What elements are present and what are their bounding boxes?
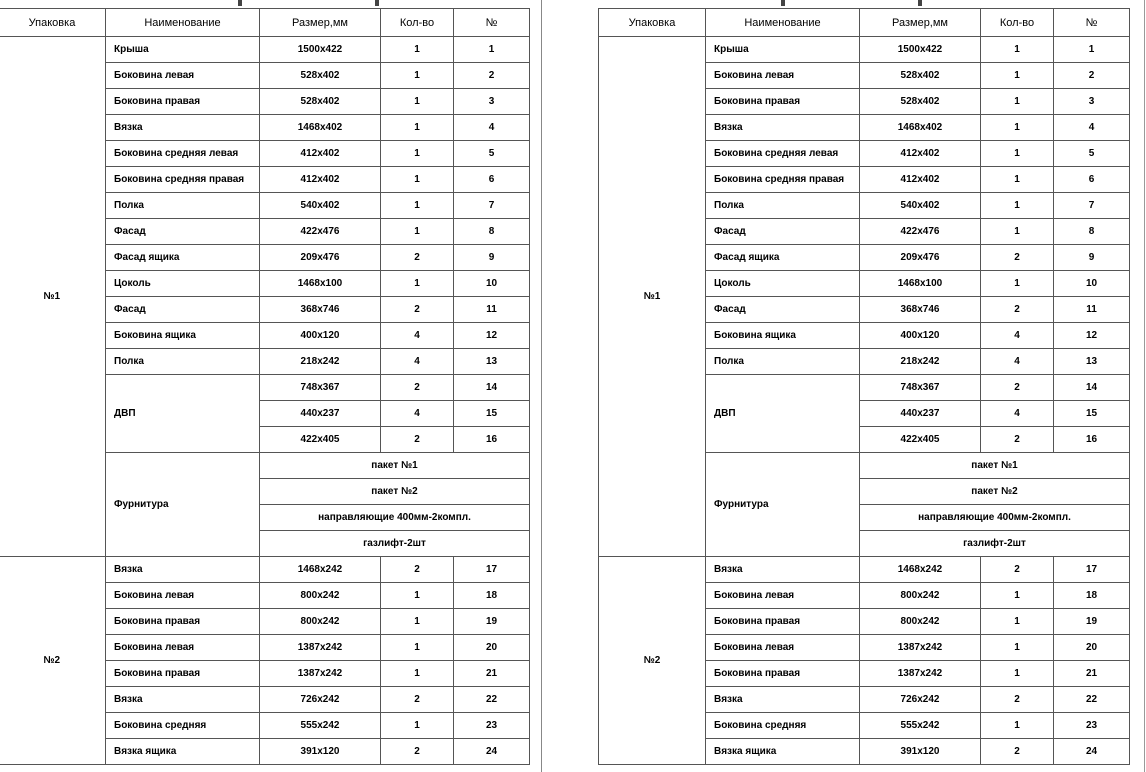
item-qty: 1 <box>381 141 454 167</box>
item-name: Фасад <box>106 219 260 245</box>
item-qty: 2 <box>981 687 1054 713</box>
item-num: 4 <box>454 115 530 141</box>
item-name: Фасад <box>706 297 860 323</box>
item-num: 21 <box>1054 661 1130 687</box>
item-qty: 2 <box>981 427 1054 453</box>
document-page-right <box>543 0 1146 772</box>
item-qty: 1 <box>981 635 1054 661</box>
item-size: 1468х100 <box>860 271 981 297</box>
item-name: Боковина средняя правая <box>706 167 860 193</box>
item-qty: 1 <box>981 661 1054 687</box>
item-name: Фасад ящика <box>106 245 260 271</box>
item-num: 8 <box>454 219 530 245</box>
item-qty: 1 <box>381 661 454 687</box>
page-divider <box>541 0 542 772</box>
item-name: Боковина левая <box>106 63 260 89</box>
item-num: 18 <box>454 583 530 609</box>
item-num: 2 <box>1054 63 1130 89</box>
item-name: Фасад <box>106 297 260 323</box>
item-num: 10 <box>454 271 530 297</box>
item-num: 12 <box>1054 323 1130 349</box>
item-name: Боковина правая <box>706 609 860 635</box>
page-edge <box>1144 0 1145 772</box>
header-size: Размер,мм <box>260 9 381 37</box>
item-size: 422х405 <box>860 427 981 453</box>
hardware-item: направляющие 400мм-2компл. <box>860 505 1130 531</box>
item-num: 15 <box>1054 401 1130 427</box>
item-qty: 1 <box>381 271 454 297</box>
item-name: Боковина правая <box>106 89 260 115</box>
header-size: Размер,мм <box>860 9 981 37</box>
item-num: 13 <box>454 349 530 375</box>
item-name: ДВП <box>706 375 860 453</box>
item-size: 528х402 <box>260 89 381 115</box>
item-num: 11 <box>454 297 530 323</box>
hardware-item: газлифт-2шт <box>260 531 530 557</box>
header-num: № <box>454 9 530 37</box>
item-num: 24 <box>1054 739 1130 765</box>
item-num: 6 <box>1054 167 1130 193</box>
item-name: ДВП <box>106 375 260 453</box>
item-qty: 1 <box>381 609 454 635</box>
hardware-item: пакет №2 <box>860 479 1130 505</box>
item-qty: 1 <box>981 193 1054 219</box>
item-num: 24 <box>454 739 530 765</box>
item-num: 23 <box>1054 713 1130 739</box>
item-num: 7 <box>454 193 530 219</box>
item-num: 14 <box>1054 375 1130 401</box>
item-size: 412х402 <box>260 167 381 193</box>
item-size: 1387х242 <box>260 635 381 661</box>
item-qty: 4 <box>981 323 1054 349</box>
packing-table <box>598 8 1130 765</box>
item-num: 22 <box>454 687 530 713</box>
item-qty: 1 <box>381 37 454 63</box>
cut-off-heading-mark <box>781 0 785 6</box>
item-name: Боковина левая <box>106 583 260 609</box>
item-size: 800х242 <box>860 609 981 635</box>
item-num: 21 <box>454 661 530 687</box>
item-name: Вязка <box>706 687 860 713</box>
table-body <box>599 37 1130 765</box>
item-qty: 2 <box>981 557 1054 583</box>
item-num: 7 <box>1054 193 1130 219</box>
item-num: 12 <box>454 323 530 349</box>
header-qty: Кол-во <box>981 9 1054 37</box>
item-num: 22 <box>1054 687 1130 713</box>
item-size: 391х120 <box>860 739 981 765</box>
item-num: 14 <box>454 375 530 401</box>
table-row <box>599 37 1130 63</box>
item-qty: 4 <box>381 401 454 427</box>
item-qty: 2 <box>381 557 454 583</box>
item-num: 2 <box>454 63 530 89</box>
item-name: Фасад <box>706 219 860 245</box>
item-num: 3 <box>454 89 530 115</box>
item-num: 4 <box>1054 115 1130 141</box>
header-row <box>0 9 530 37</box>
item-qty: 2 <box>981 245 1054 271</box>
item-size: 1387х242 <box>260 661 381 687</box>
item-size: 1387х242 <box>860 661 981 687</box>
item-name: Боковина ящика <box>706 323 860 349</box>
item-name: Боковина ящика <box>106 323 260 349</box>
cut-off-heading-mark <box>238 0 242 6</box>
item-num: 1 <box>454 37 530 63</box>
item-name: Вязка <box>706 557 860 583</box>
item-size: 528х402 <box>860 63 981 89</box>
item-num: 20 <box>454 635 530 661</box>
header-row <box>599 9 1130 37</box>
packing-table <box>0 8 530 765</box>
item-size: 218х242 <box>860 349 981 375</box>
package-label: №1 <box>599 37 706 557</box>
item-name: Полка <box>106 193 260 219</box>
header-pack: Упаковка <box>599 9 706 37</box>
item-qty: 1 <box>381 89 454 115</box>
item-size: 726х242 <box>260 687 381 713</box>
item-qty: 1 <box>981 37 1054 63</box>
item-name: Боковина средняя левая <box>106 141 260 167</box>
hardware-item: пакет №1 <box>860 453 1130 479</box>
item-qty: 1 <box>381 193 454 219</box>
item-qty: 1 <box>381 167 454 193</box>
item-num: 18 <box>1054 583 1130 609</box>
item-qty: 4 <box>381 349 454 375</box>
item-num: 19 <box>1054 609 1130 635</box>
item-qty: 1 <box>981 141 1054 167</box>
item-num: 20 <box>1054 635 1130 661</box>
item-size: 1500х422 <box>260 37 381 63</box>
item-qty: 2 <box>381 245 454 271</box>
item-size: 400х120 <box>860 323 981 349</box>
item-size: 412х402 <box>860 141 981 167</box>
item-num: 3 <box>1054 89 1130 115</box>
item-num: 9 <box>1054 245 1130 271</box>
item-size: 368х746 <box>860 297 981 323</box>
item-name: Полка <box>706 349 860 375</box>
header-qty: Кол-во <box>381 9 454 37</box>
item-size: 1500х422 <box>860 37 981 63</box>
item-name: Цоколь <box>706 271 860 297</box>
item-qty: 2 <box>381 375 454 401</box>
item-qty: 1 <box>981 271 1054 297</box>
item-num: 5 <box>1054 141 1130 167</box>
item-num: 9 <box>454 245 530 271</box>
item-qty: 1 <box>381 219 454 245</box>
item-num: 19 <box>454 609 530 635</box>
item-name: Боковина левая <box>706 63 860 89</box>
item-qty: 2 <box>981 739 1054 765</box>
header-name: Наименование <box>106 9 260 37</box>
item-qty: 2 <box>381 687 454 713</box>
package-label: №2 <box>599 557 706 765</box>
item-size: 1468х402 <box>860 115 981 141</box>
item-size: 726х242 <box>860 687 981 713</box>
item-num: 8 <box>1054 219 1130 245</box>
item-num: 16 <box>1054 427 1130 453</box>
item-qty: 1 <box>381 635 454 661</box>
item-size: 1468х402 <box>260 115 381 141</box>
table-row <box>0 37 530 63</box>
item-size: 555х242 <box>860 713 981 739</box>
cut-off-heading-mark <box>375 0 379 6</box>
item-num: 11 <box>1054 297 1130 323</box>
item-size: 1468х100 <box>260 271 381 297</box>
item-num: 6 <box>454 167 530 193</box>
item-qty: 1 <box>981 89 1054 115</box>
item-name: Боковина левая <box>106 635 260 661</box>
item-name: Фурнитура <box>706 453 860 557</box>
package-label: №1 <box>0 37 106 557</box>
item-qty: 2 <box>381 739 454 765</box>
item-size: 422х476 <box>860 219 981 245</box>
item-qty: 2 <box>381 427 454 453</box>
item-size: 422х476 <box>260 219 381 245</box>
item-num: 16 <box>454 427 530 453</box>
item-name: Крыша <box>106 37 260 63</box>
item-size: 1387х242 <box>860 635 981 661</box>
item-name: Боковина средняя правая <box>106 167 260 193</box>
item-qty: 1 <box>381 583 454 609</box>
item-size: 555х242 <box>260 713 381 739</box>
item-name: Боковина правая <box>706 661 860 687</box>
item-num: 5 <box>454 141 530 167</box>
hardware-item: направляющие 400мм-2компл. <box>260 505 530 531</box>
item-qty: 1 <box>981 713 1054 739</box>
item-size: 440х237 <box>860 401 981 427</box>
package-label: №2 <box>0 557 106 765</box>
item-name: Вязка <box>106 687 260 713</box>
item-size: 209х476 <box>260 245 381 271</box>
item-size: 748х367 <box>260 375 381 401</box>
item-name: Вязка ящика <box>706 739 860 765</box>
item-qty: 1 <box>981 583 1054 609</box>
item-size: 528х402 <box>260 63 381 89</box>
item-size: 218х242 <box>260 349 381 375</box>
item-size: 800х242 <box>260 609 381 635</box>
table-row <box>0 557 530 583</box>
item-size: 748х367 <box>860 375 981 401</box>
item-name: Фурнитура <box>106 453 260 557</box>
item-size: 800х242 <box>260 583 381 609</box>
hardware-item: пакет №1 <box>260 453 530 479</box>
item-name: Боковина правая <box>106 609 260 635</box>
item-qty: 1 <box>381 713 454 739</box>
table-body <box>0 37 530 765</box>
item-qty: 2 <box>381 297 454 323</box>
item-size: 412х402 <box>860 167 981 193</box>
item-size: 368х746 <box>260 297 381 323</box>
item-name: Вязка <box>106 557 260 583</box>
hardware-item: пакет №2 <box>260 479 530 505</box>
item-size: 540х402 <box>260 193 381 219</box>
item-size: 528х402 <box>860 89 981 115</box>
item-name: Боковина левая <box>706 635 860 661</box>
item-qty: 4 <box>981 349 1054 375</box>
item-size: 440х237 <box>260 401 381 427</box>
item-name: Цоколь <box>106 271 260 297</box>
item-name: Боковина средняя <box>706 713 860 739</box>
item-num: 10 <box>1054 271 1130 297</box>
table-row <box>599 557 1130 583</box>
item-name: Боковина средняя левая <box>706 141 860 167</box>
item-qty: 4 <box>981 401 1054 427</box>
item-num: 13 <box>1054 349 1130 375</box>
item-qty: 1 <box>381 63 454 89</box>
item-name: Боковина правая <box>106 661 260 687</box>
item-size: 540х402 <box>860 193 981 219</box>
item-name: Полка <box>106 349 260 375</box>
item-size: 391х120 <box>260 739 381 765</box>
header-num: № <box>1054 9 1130 37</box>
item-qty: 1 <box>981 167 1054 193</box>
item-name: Боковина средняя <box>106 713 260 739</box>
item-name: Боковина правая <box>706 89 860 115</box>
item-name: Вязка ящика <box>106 739 260 765</box>
cut-off-heading-mark <box>918 0 922 6</box>
item-size: 422х405 <box>260 427 381 453</box>
item-num: 17 <box>1054 557 1130 583</box>
header-name: Наименование <box>706 9 860 37</box>
item-qty: 1 <box>981 609 1054 635</box>
item-name: Вязка <box>706 115 860 141</box>
item-qty: 1 <box>981 115 1054 141</box>
item-qty: 2 <box>981 375 1054 401</box>
item-qty: 2 <box>981 297 1054 323</box>
item-name: Боковина левая <box>706 583 860 609</box>
hardware-item: газлифт-2шт <box>860 531 1130 557</box>
item-size: 800х242 <box>860 583 981 609</box>
item-name: Полка <box>706 193 860 219</box>
item-num: 1 <box>1054 37 1130 63</box>
item-size: 1468х242 <box>260 557 381 583</box>
item-name: Вязка <box>106 115 260 141</box>
header-pack: Упаковка <box>0 9 106 37</box>
item-size: 1468х242 <box>860 557 981 583</box>
item-qty: 1 <box>381 115 454 141</box>
item-size: 412х402 <box>260 141 381 167</box>
item-num: 17 <box>454 557 530 583</box>
document-page-left <box>0 0 541 772</box>
item-qty: 1 <box>981 63 1054 89</box>
item-name: Крыша <box>706 37 860 63</box>
item-size: 209х476 <box>860 245 981 271</box>
item-size: 400х120 <box>260 323 381 349</box>
item-num: 15 <box>454 401 530 427</box>
item-name: Фасад ящика <box>706 245 860 271</box>
item-qty: 1 <box>981 219 1054 245</box>
item-num: 23 <box>454 713 530 739</box>
item-qty: 4 <box>381 323 454 349</box>
